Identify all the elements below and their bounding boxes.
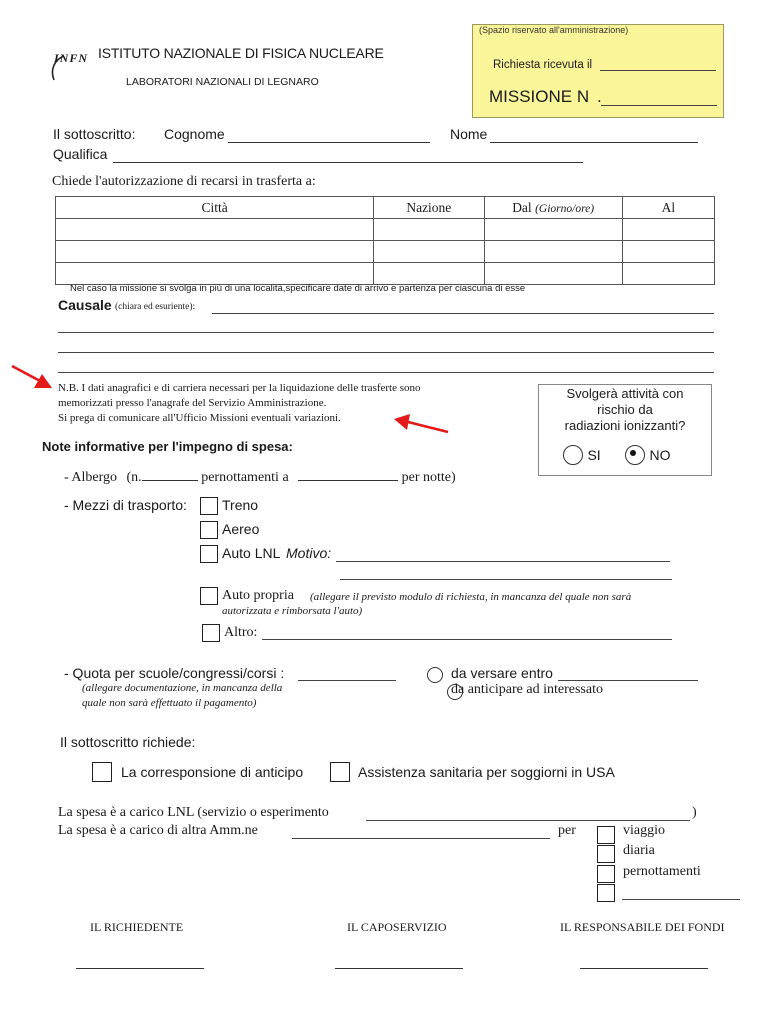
expenses-heading: Note informative per l'impegno di spesa: bbox=[42, 439, 293, 454]
table-row[interactable] bbox=[56, 219, 715, 241]
col-from: Dal (Giorno/ore) bbox=[484, 197, 622, 219]
hotel-line bbox=[64, 470, 456, 486]
auto-lnl-reason-label: Motivo: bbox=[286, 545, 332, 561]
left-red-arrow-icon bbox=[8, 362, 56, 394]
col-nation: Nazione bbox=[374, 197, 484, 219]
col-to: Al bbox=[622, 197, 714, 219]
signature-funds-label: IL RESPONSABILE DEI FONDI bbox=[560, 920, 725, 934]
daily-label: diaria bbox=[623, 843, 655, 858]
health-checkbox[interactable] bbox=[330, 762, 350, 782]
qualification-label: Qualifica bbox=[53, 146, 108, 162]
radiation-yes-option[interactable] bbox=[563, 445, 601, 467]
nb-line-2: memorizzati presso l'anagrafe del Servizio Amministrazione. bbox=[58, 397, 327, 409]
hotel-nights-field[interactable] bbox=[142, 480, 198, 481]
name-label: Nome bbox=[450, 126, 488, 142]
other-transport-label: Altro: bbox=[224, 625, 258, 640]
causale-hint: (chiara ed esuriente): bbox=[115, 302, 196, 312]
train-checkbox[interactable] bbox=[200, 497, 218, 515]
col-city: Città bbox=[56, 197, 374, 219]
radiation-no-radio[interactable] bbox=[625, 445, 645, 465]
auto-lnl-reason-field-1[interactable] bbox=[336, 561, 670, 562]
charge-other-label: La spesa è a carico di altra Amm.ne bbox=[58, 823, 258, 838]
hotel-label: - Albergo bbox=[64, 470, 118, 485]
surname-field[interactable] bbox=[228, 142, 430, 143]
travel-label: viaggio bbox=[623, 823, 665, 838]
auto-lnl-checkbox[interactable] bbox=[200, 545, 218, 563]
causale-label: Causale bbox=[58, 297, 112, 313]
advance-checkbox[interactable] bbox=[92, 762, 112, 782]
trip-request-text: Chiede l'autorizzazione di recarsi in trasferta a: bbox=[52, 174, 316, 189]
mission-label: MISSIONE N bbox=[489, 87, 590, 106]
table-row[interactable] bbox=[56, 241, 715, 263]
nb-line-3: Si prega di comunicare all'Ufficio Missioni eventuali variazioni. bbox=[58, 412, 341, 424]
charge-other-field[interactable] bbox=[292, 838, 550, 839]
infn-logo bbox=[50, 46, 100, 82]
right-red-arrow-icon bbox=[390, 412, 452, 438]
auto-lnl-label: Auto LNL bbox=[222, 545, 281, 561]
fee-label: - Quota per scuole/congressi/corsi : bbox=[64, 665, 285, 681]
name-field[interactable] bbox=[490, 142, 698, 143]
radiation-yes-radio[interactable] bbox=[563, 445, 583, 465]
mission-dot: . bbox=[597, 87, 602, 106]
radiation-question-line-1: Svolgerà attività con bbox=[566, 386, 684, 401]
signature-applicant-field[interactable] bbox=[76, 968, 204, 969]
table-row[interactable] bbox=[56, 263, 715, 285]
hotel-price-field[interactable] bbox=[298, 480, 398, 481]
causale-field-2[interactable] bbox=[58, 332, 714, 333]
radiation-yes-label: SI bbox=[587, 447, 601, 463]
signature-applicant-label: IL RICHIEDENTE bbox=[90, 920, 184, 934]
logo-swoosh-icon bbox=[50, 46, 100, 82]
received-date-field[interactable] bbox=[600, 70, 716, 71]
transport-label: - Mezzi di trasporto: bbox=[64, 497, 187, 513]
nights-label: pernottamenti bbox=[623, 864, 701, 879]
fee-advance-label: da anticipare ad interessato bbox=[451, 682, 603, 697]
trip-table bbox=[55, 196, 715, 285]
qualification-field[interactable] bbox=[113, 162, 583, 163]
other-charge-field[interactable] bbox=[622, 899, 740, 900]
fee-note-2: quale non sarà effettuato il pagamento) bbox=[82, 697, 257, 709]
institute-name: ISTITUTO NAZIONALE DI FISICA NUCLEARE bbox=[98, 45, 384, 61]
mission-number-field[interactable] bbox=[601, 105, 717, 106]
charge-lnl-label: La spesa è a carico LNL (servizio o esperimento bbox=[58, 805, 329, 820]
surname-label: Cognome bbox=[164, 126, 225, 142]
other-transport-field[interactable] bbox=[262, 639, 672, 640]
infn-logo-text: INFN bbox=[54, 51, 89, 65]
signature-head-label: IL CAPOSERVIZIO bbox=[347, 920, 447, 934]
other-transport-checkbox[interactable] bbox=[202, 624, 220, 642]
fee-pay-radio[interactable] bbox=[427, 667, 443, 683]
nb-line-1: N.B. I dati anagrafici e di carriera necessari per la liquidazione delle trasferte sono bbox=[58, 382, 421, 394]
signature-funds-field[interactable] bbox=[580, 968, 708, 969]
signature-head-field[interactable] bbox=[335, 968, 463, 969]
radiation-question-line-2: rischio da bbox=[597, 402, 653, 417]
laboratory-name: LABORATORI NAZIONALI DI LEGNARO bbox=[126, 76, 319, 88]
train-label: Treno bbox=[222, 497, 259, 513]
other-charge-checkbox[interactable] bbox=[597, 884, 615, 902]
advance-label: La corresponsione di anticipo bbox=[121, 764, 304, 780]
plane-checkbox[interactable] bbox=[200, 521, 218, 539]
radiation-question-line-3: radiazioni ionizzanti? bbox=[564, 418, 686, 433]
hotel-n-label: (n. bbox=[126, 470, 142, 485]
travel-checkbox[interactable] bbox=[597, 826, 615, 844]
admin-box bbox=[472, 24, 724, 118]
nights-checkbox[interactable] bbox=[597, 865, 615, 883]
causale-field-4[interactable] bbox=[58, 372, 714, 373]
own-car-note-2: autorizzata e rimborsata l'auto) bbox=[222, 605, 363, 617]
trip-note: Nel caso la missione si svolga in più di una località,specificare date di arrivo e partenza per ciascuna di esse bbox=[70, 283, 526, 294]
causale-field-3[interactable] bbox=[58, 352, 714, 353]
fee-note-1: (allegare documentazione, in mancanza della bbox=[82, 682, 283, 694]
own-car-checkbox[interactable] bbox=[200, 587, 218, 605]
fee-amount-field[interactable] bbox=[298, 680, 396, 681]
auto-lnl-reason-field-2[interactable] bbox=[340, 579, 672, 580]
received-label: Richiesta ricevuta il bbox=[493, 59, 593, 71]
admin-caption: (Spazio riservato all'amministrazione) bbox=[479, 25, 629, 35]
radiation-no-option[interactable] bbox=[625, 445, 670, 467]
own-car-label: Auto propria bbox=[222, 588, 294, 603]
causale-field-1[interactable] bbox=[212, 313, 714, 314]
plane-label: Aereo bbox=[222, 521, 260, 537]
trip-table-header bbox=[56, 197, 715, 219]
daily-checkbox[interactable] bbox=[597, 845, 615, 863]
requests-label: Il sottoscritto richiede: bbox=[60, 734, 196, 750]
fee-pay-label: da versare entro bbox=[451, 665, 553, 681]
charge-per-label: per bbox=[558, 823, 576, 838]
hotel-nights-label: pernottamenti a bbox=[201, 470, 289, 485]
own-car-note-1: (allegare il previsto modulo di richiesta, in mancanza del quale non sarà bbox=[310, 591, 632, 603]
hotel-per-night-label: per notte) bbox=[401, 470, 456, 485]
charge-lnl-field[interactable] bbox=[366, 820, 690, 821]
fee-pay-date-field[interactable] bbox=[558, 680, 698, 681]
undersigned-label: Il sottoscritto: bbox=[53, 126, 136, 142]
health-label: Assistenza sanitaria per soggiorni in USA bbox=[358, 764, 615, 780]
charge-lnl-close: ) bbox=[692, 805, 697, 820]
radiation-no-label: NO bbox=[649, 447, 671, 463]
